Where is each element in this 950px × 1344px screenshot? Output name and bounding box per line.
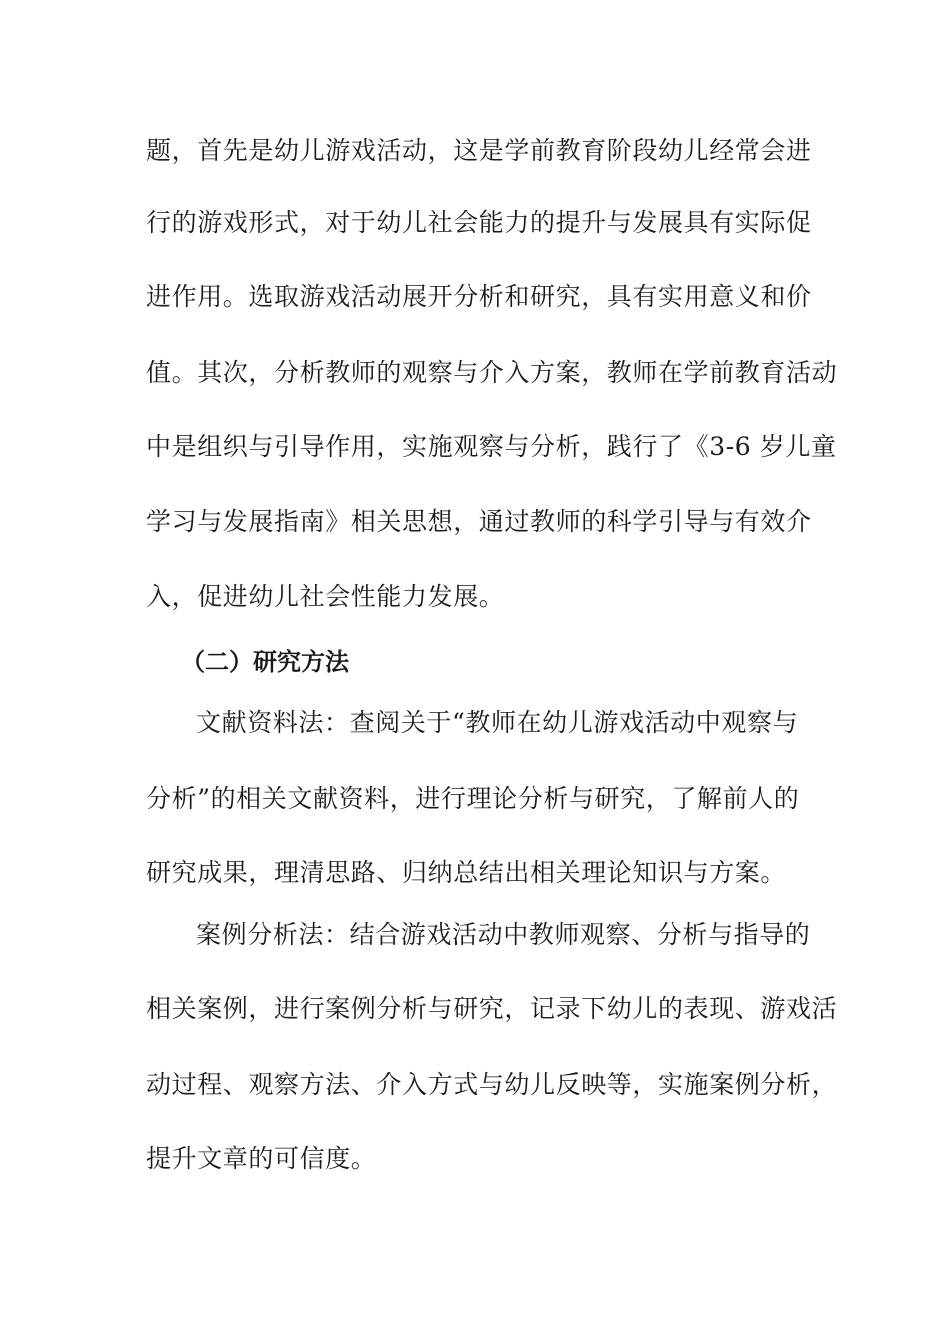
paragraph-2-line-3: 研究成果，理清思路、归纳总结出相关理论知识与方案。	[146, 858, 787, 887]
paragraph-2-line-2: 分析”的相关文献资料，进行理论分析与研究，了解前人的	[146, 784, 800, 813]
paragraph-1-line-5: 中是组织与引导作用，实施观察与分析，践行了《3-6 岁儿童	[146, 432, 837, 461]
paragraph-2-line-1: 文献资料法：查阅关于“教师在幼儿游戏活动中观察与	[196, 708, 799, 737]
paragraph-3-line-2: 相关案例，进行案例分析与研究，记录下幼儿的表现、游戏活	[146, 994, 838, 1023]
paragraph-1-line-3: 进作用。选取游戏活动展开分析和研究，具有实用意义和价	[146, 282, 812, 311]
paragraph-1-line-2: 行的游戏形式，对于幼儿社会能力的提升与发展具有实际促	[146, 208, 812, 237]
paragraph-3-line-1: 案例分析法：结合游戏活动中教师观察、分析与指导的	[196, 920, 811, 949]
paragraph-1-line-7: 入，促进幼儿社会性能力发展。	[146, 582, 505, 611]
paragraph-3-line-4: 提升文章的可信度。	[146, 1144, 377, 1173]
paragraph-3-line-3: 动过程、观察方法、介入方式与幼儿反映等，实施案例分析，	[146, 1070, 838, 1099]
paragraph-1-line-4: 值。其次，分析教师的观察与介入方案，教师在学前教育活动	[146, 358, 838, 387]
paragraph-1-line-6: 学习与发展指南》相关思想，通过教师的科学引导与有效介	[146, 507, 812, 536]
paragraph-1-line-1: 题，首先是幼儿游戏活动，这是学前教育阶段幼儿经常会进	[146, 136, 812, 165]
section-heading: （二）研究方法	[181, 648, 349, 676]
